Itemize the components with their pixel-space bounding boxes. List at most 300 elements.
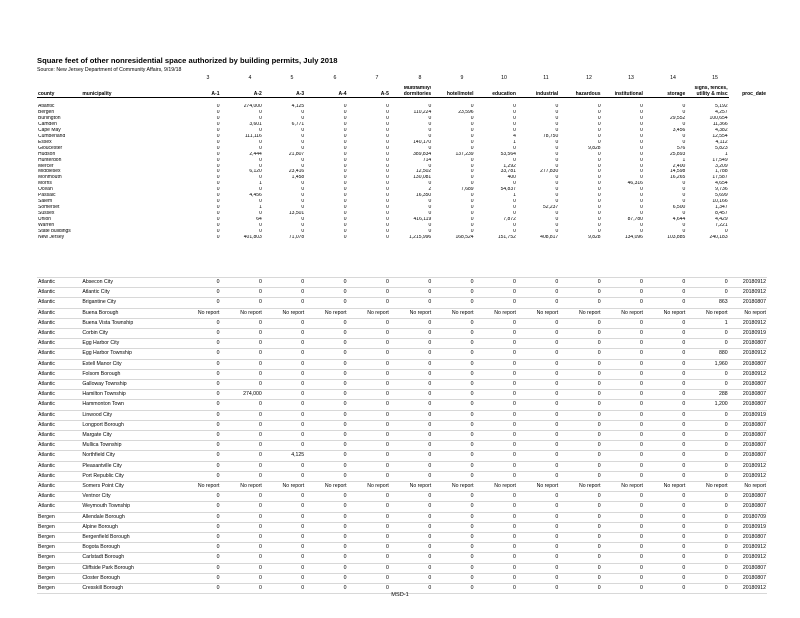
- table-cell: 0: [597, 205, 601, 211]
- table-cell: 0: [390, 380, 432, 390]
- page-footer: MSD-1: [391, 592, 409, 598]
- table-cell: 0: [475, 502, 517, 512]
- table-cell: 0: [559, 553, 601, 563]
- table-cell: 0: [602, 492, 644, 502]
- table-cell: 0: [305, 288, 347, 298]
- table-cell: Bergenfield Borough: [81, 533, 178, 543]
- table-cell: 0: [686, 380, 728, 390]
- table-cell: 6,500: [672, 205, 686, 211]
- table-row: [37, 359, 767, 369]
- table-cell: 0: [513, 199, 516, 205]
- table-cell: 20180807: [729, 431, 767, 441]
- table-cell: No report: [729, 308, 767, 318]
- table-cell: 0: [390, 420, 432, 430]
- table-cell: 0: [428, 205, 432, 211]
- table-cell: 0: [348, 380, 390, 390]
- table-cell: 0: [602, 329, 644, 339]
- table-cell: 0: [428, 211, 432, 217]
- table-cell: 168,524: [455, 234, 474, 240]
- table-cell: 0: [686, 492, 728, 502]
- table-cell: 0: [513, 145, 516, 151]
- table-cell: 0: [348, 288, 390, 298]
- table-cell: 2,444: [249, 151, 262, 157]
- table-cell: 0: [559, 369, 601, 379]
- table-cell: 0: [470, 115, 474, 121]
- table-cell: 23,416: [288, 169, 305, 175]
- table-cell: 0: [475, 339, 517, 349]
- table-cell: 0: [640, 169, 643, 175]
- table-cell: 0: [220, 410, 262, 420]
- table-cell: 0: [305, 278, 347, 288]
- table-cell: Closter Borough: [81, 573, 178, 583]
- table-cell: 0: [559, 278, 601, 288]
- table-cell: 0: [513, 104, 516, 109]
- table-cell: 0: [301, 181, 305, 187]
- table-cell: Atlantic: [37, 349, 81, 359]
- table-cell: 0: [386, 234, 389, 240]
- table-cell: 0: [559, 573, 601, 583]
- table-cell: 0: [263, 298, 305, 308]
- table-cell: Atlantic: [37, 318, 81, 328]
- table-cell: 0: [682, 187, 686, 193]
- table-cell: 0: [555, 157, 559, 163]
- table-cell: 0: [432, 471, 474, 481]
- table-cell: 0: [597, 139, 601, 145]
- table-cell: State buildings: [38, 229, 71, 235]
- column-number: 8: [418, 75, 422, 81]
- table-cell: 0: [305, 584, 347, 594]
- table-cell: 408,817: [540, 234, 559, 240]
- table-cell: 0: [432, 288, 474, 298]
- table-cell: 0: [428, 163, 432, 169]
- table-cell: 0: [602, 441, 644, 451]
- table-cell: 0: [348, 553, 390, 563]
- table-cell: 4,429: [715, 217, 728, 223]
- table-cell: Morris: [38, 181, 52, 187]
- table-cell: 0: [216, 175, 220, 181]
- table-cell: 0: [432, 390, 474, 400]
- table-cell: 0: [263, 349, 305, 359]
- table-cell: 0: [386, 205, 389, 211]
- table-cell: 0: [305, 339, 347, 349]
- table-cell: 0: [517, 420, 559, 430]
- table-cell: 0: [597, 181, 601, 187]
- table-cell: 0: [644, 451, 686, 461]
- table-cell: 0: [517, 441, 559, 451]
- table-cell: 0: [220, 318, 262, 328]
- table-cell: 0: [432, 359, 474, 369]
- column-number: 14: [670, 75, 676, 81]
- table-cell: 0: [301, 109, 305, 115]
- table-cell: Bergen: [37, 584, 81, 594]
- table-cell: 0: [263, 563, 305, 573]
- table-cell: 240,183: [709, 234, 728, 240]
- table-cell: 0: [216, 193, 220, 199]
- table-cell: Salem: [38, 199, 53, 205]
- table-cell: 10,166: [712, 199, 728, 205]
- table-cell: 0: [428, 145, 432, 151]
- table-cell: 0: [390, 471, 432, 481]
- table-cell: 0: [386, 145, 389, 151]
- table-cell: 0: [559, 451, 601, 461]
- table-cell: 23,596: [458, 109, 474, 115]
- table-cell: 0: [343, 181, 347, 187]
- table-cell: 0: [216, 151, 220, 157]
- table-cell: Atlantic: [37, 410, 81, 420]
- table-cell: 0: [475, 471, 517, 481]
- table-cell: 0: [475, 318, 517, 328]
- table-cell: 2,400: [672, 163, 686, 169]
- table-cell: No report: [348, 482, 390, 492]
- table-cell: 0: [216, 139, 220, 145]
- table-cell: Atlantic: [37, 369, 81, 379]
- table-cell: 0: [475, 584, 517, 594]
- table-cell: 4,112: [715, 139, 728, 145]
- table-cell: 0: [390, 584, 432, 594]
- table-cell: 0: [432, 451, 474, 461]
- table-cell: Atlantic: [38, 104, 55, 109]
- table-cell: 0: [348, 492, 390, 502]
- table-cell: 863: [686, 298, 728, 308]
- table-cell: 0: [640, 139, 643, 145]
- table-row: [37, 390, 767, 400]
- table-cell: 0: [432, 533, 474, 543]
- table-cell: 0: [555, 104, 559, 109]
- table-cell: Brigantine City: [81, 298, 178, 308]
- table-cell: 0: [390, 359, 432, 369]
- table-cell: 1: [686, 318, 728, 328]
- table-cell: 0: [305, 420, 347, 430]
- table-cell: 0: [428, 229, 432, 235]
- table-cell: 0: [305, 318, 347, 328]
- table-cell: 0: [220, 349, 262, 359]
- table-cell: 0: [263, 369, 305, 379]
- table-cell: 0: [178, 339, 220, 349]
- table-cell: Absecon City: [81, 278, 178, 288]
- table-cell: 20180912: [729, 553, 767, 563]
- table-cell: 0: [644, 573, 686, 583]
- table-cell: 64: [256, 217, 262, 223]
- table-cell: Cape May: [38, 127, 61, 133]
- table-cell: 20180919: [729, 410, 767, 420]
- table-cell: 0: [602, 573, 644, 583]
- table-cell: Camden: [38, 121, 57, 127]
- table-cell: 0: [602, 339, 644, 349]
- table-cell: 0: [559, 543, 601, 553]
- table-cell: 0: [305, 369, 347, 379]
- table-cell: 0: [470, 181, 474, 187]
- table-cell: 0: [386, 199, 389, 205]
- table-cell: 0: [178, 471, 220, 481]
- table-cell: 0: [640, 175, 643, 181]
- table-cell: 0: [386, 104, 389, 109]
- table-cell: 1,960: [686, 359, 728, 369]
- table-cell: 0: [178, 420, 220, 430]
- table-cell: 20180807: [729, 451, 767, 461]
- table-cell: 0: [686, 543, 728, 553]
- table-cell: 4: [513, 133, 516, 139]
- table-cell: Atlantic: [37, 420, 81, 430]
- table-cell: 21,807: [288, 151, 305, 157]
- table-cell: 0: [220, 369, 262, 379]
- table-cell: 71,078: [288, 234, 305, 240]
- table-cell: 0: [386, 127, 389, 133]
- table-cell: 0: [343, 127, 347, 133]
- table-cell: 0: [432, 584, 474, 594]
- table-cell: 0: [348, 522, 390, 532]
- table-cell: 0: [470, 169, 474, 175]
- table-cell: 20180919: [729, 329, 767, 339]
- header-institutional: institutional: [602, 86, 644, 98]
- table-cell: Hamilton Township: [81, 390, 178, 400]
- table-cell: Atlantic: [37, 288, 81, 298]
- table-cell: 0: [555, 211, 559, 217]
- table-row: [37, 461, 767, 471]
- table-cell: 0: [301, 205, 305, 211]
- table-cell: 0: [640, 187, 643, 193]
- table-cell: 0: [517, 543, 559, 553]
- table-cell: 0: [475, 298, 517, 308]
- table-cell: 0: [644, 278, 686, 288]
- table-cell: No report: [220, 308, 262, 318]
- table-cell: 0: [390, 533, 432, 543]
- header-a2: A-2: [220, 86, 262, 98]
- header-multifamily: [390, 86, 432, 98]
- table-cell: No report: [644, 482, 686, 492]
- table-cell: 0: [555, 163, 559, 169]
- table-cell: Warren: [38, 223, 55, 229]
- table-cell: 0: [305, 573, 347, 583]
- table-cell: 0: [517, 380, 559, 390]
- table-row: [37, 339, 767, 349]
- table-cell: No report: [559, 308, 601, 318]
- table-cell: 0: [640, 127, 643, 133]
- table-cell: 0: [216, 205, 220, 211]
- table-cell: 0: [390, 522, 432, 532]
- table-cell: 0: [470, 211, 474, 217]
- table-cell: 0: [517, 298, 559, 308]
- table-cell: 0: [263, 318, 305, 328]
- table-cell: 0: [602, 502, 644, 512]
- report-source: Source: New Jersey Department of Community Affairs, 9/19/18: [37, 67, 182, 73]
- table-cell: 0: [216, 211, 220, 217]
- table-cell: 0: [259, 175, 262, 181]
- table-cell: 4,644: [672, 217, 686, 223]
- table-cell: 0: [178, 318, 220, 328]
- table-row: [37, 502, 767, 512]
- table-cell: 0: [559, 390, 601, 400]
- table-cell: 0: [428, 133, 432, 139]
- table-cell: 0: [559, 502, 601, 512]
- table-cell: 0: [644, 380, 686, 390]
- table-cell: 0: [263, 288, 305, 298]
- table-row: [37, 563, 767, 573]
- column-number: 12: [586, 75, 592, 81]
- table-cell: Northfield City: [81, 451, 178, 461]
- table-cell: 0: [682, 193, 686, 199]
- table-cell: 277,830: [540, 169, 559, 175]
- table-cell: No report: [432, 482, 474, 492]
- table-cell: 0: [555, 175, 559, 181]
- table-cell: 0: [343, 115, 347, 121]
- table-cell: 0: [263, 512, 305, 522]
- table-cell: 0: [559, 288, 601, 298]
- table-cell: 0: [597, 217, 601, 223]
- table-cell: 0: [686, 369, 728, 379]
- table-cell: 0: [178, 522, 220, 532]
- table-cell: 0: [602, 512, 644, 522]
- table-cell: 0: [216, 163, 220, 169]
- table-cell: Atlantic: [37, 482, 81, 492]
- column-number: 7: [375, 75, 379, 81]
- table-cell: Egg Harbor City: [81, 339, 178, 349]
- table-cell: 0: [301, 223, 305, 229]
- table-cell: 0: [517, 349, 559, 359]
- table-cell: 0: [348, 359, 390, 369]
- table-cell: 0: [682, 133, 686, 139]
- table-cell: No report: [517, 482, 559, 492]
- table-cell: Bergen: [37, 512, 81, 522]
- table-cell: 0: [640, 205, 643, 211]
- table-cell: 0: [301, 199, 305, 205]
- table-cell: 0: [343, 104, 347, 109]
- table-cell: 0: [178, 298, 220, 308]
- table-cell: 12,502: [415, 169, 432, 175]
- table-cell: 0: [428, 121, 432, 127]
- table-cell: 11,366: [712, 121, 728, 127]
- table-cell: 20180807: [729, 390, 767, 400]
- table-cell: 0: [348, 431, 390, 441]
- table-cell: 0: [517, 410, 559, 420]
- table-cell: 0: [348, 339, 390, 349]
- table-cell: 0: [428, 115, 432, 121]
- column-number: 10: [501, 75, 507, 81]
- table-cell: 0: [644, 318, 686, 328]
- table-cell: 0: [475, 278, 517, 288]
- table-cell: 0: [432, 278, 474, 288]
- table-cell: 0: [475, 573, 517, 583]
- table-row: [37, 512, 767, 522]
- table-cell: 4,125: [291, 104, 305, 109]
- table-cell: Somers Point City: [81, 482, 178, 492]
- table-cell: 0: [178, 441, 220, 451]
- table-cell: 0: [644, 420, 686, 430]
- table-cell: 0: [644, 298, 686, 308]
- table-cell: 0: [343, 145, 347, 151]
- table-cell: 0: [343, 139, 347, 145]
- table-cell: Atlantic: [37, 431, 81, 441]
- table-cell: 0: [305, 298, 347, 308]
- table-cell: 0: [644, 441, 686, 451]
- header-a4: A-4: [305, 86, 347, 98]
- table-cell: 0: [220, 553, 262, 563]
- header-signs-line2: utility & misc: [696, 90, 728, 97]
- table-cell: 0: [216, 234, 220, 240]
- table-cell: 0: [475, 431, 517, 441]
- table-cell: 0: [559, 533, 601, 543]
- table-cell: 1: [513, 193, 516, 199]
- table-cell: 0: [517, 329, 559, 339]
- table-cell: Egg Harbor Township: [81, 349, 178, 359]
- table-cell: 20180912: [729, 471, 767, 481]
- table-cell: Folsom Borough: [81, 369, 178, 379]
- table-cell: 3,456: [672, 127, 686, 133]
- table-cell: 0: [682, 181, 686, 187]
- table-cell: 0: [220, 359, 262, 369]
- table-cell: 0: [386, 115, 389, 121]
- table-cell: 100,654: [709, 115, 728, 121]
- table-cell: 0: [263, 339, 305, 349]
- table-cell: No report: [305, 308, 347, 318]
- table-cell: 0: [686, 553, 728, 563]
- table-cell: 0: [263, 390, 305, 400]
- table-cell: 0: [517, 533, 559, 543]
- table-cell: 0: [348, 369, 390, 379]
- table-cell: 0: [301, 139, 305, 145]
- table-cell: 0: [390, 318, 432, 328]
- header-proc-date: proc_date: [742, 91, 766, 98]
- table-cell: 1,200: [686, 400, 728, 410]
- header-municipality: municipality: [81, 86, 178, 98]
- table-cell: 0: [348, 471, 390, 481]
- table-cell: 0: [220, 288, 262, 298]
- table-cell: No report: [432, 308, 474, 318]
- table-cell: 0: [517, 502, 559, 512]
- table-cell: 0: [220, 278, 262, 288]
- table-cell: 0: [220, 471, 262, 481]
- table-cell: 0: [559, 584, 601, 594]
- table-cell: 20180912: [729, 369, 767, 379]
- table-cell: Bergen: [37, 533, 81, 543]
- table-cell: 0: [475, 512, 517, 522]
- table-cell: 6,120: [249, 169, 262, 175]
- table-cell: 0: [178, 431, 220, 441]
- table-cell: 4,654: [715, 181, 728, 187]
- table-cell: 0: [475, 288, 517, 298]
- table-cell: 0: [178, 349, 220, 359]
- table-row: [37, 543, 767, 553]
- table-cell: 0: [475, 329, 517, 339]
- table-cell: 0: [343, 133, 347, 139]
- table-cell: 1: [513, 139, 516, 145]
- header-hazardous: hazardous: [559, 86, 601, 98]
- table-cell: Atlantic: [37, 278, 81, 288]
- table-cell: 0: [644, 369, 686, 379]
- table-cell: 52,237: [542, 205, 559, 211]
- table-cell: 20180807: [729, 298, 767, 308]
- table-cell: 0: [686, 461, 728, 471]
- table-cell: 416,119: [413, 217, 432, 223]
- table-cell: 0: [644, 339, 686, 349]
- table-cell: 0: [513, 121, 516, 127]
- table-cell: 0: [343, 234, 347, 240]
- table-cell: 401,803: [243, 234, 262, 240]
- table-cell: 0: [470, 223, 474, 229]
- table-row: [37, 420, 767, 430]
- table-cell: 0: [216, 187, 220, 193]
- table-cell: 0: [602, 451, 644, 461]
- table-cell: 0: [348, 420, 390, 430]
- table-cell: 0: [432, 512, 474, 522]
- table-cell: 0: [305, 441, 347, 451]
- table-cell: 0: [348, 573, 390, 583]
- table-cell: 0: [348, 584, 390, 594]
- table-cell: 0: [686, 471, 728, 481]
- table-cell: 20180807: [729, 380, 767, 390]
- table-cell: 0: [475, 461, 517, 471]
- table-cell: 0: [348, 563, 390, 573]
- table-cell: 0: [343, 109, 347, 115]
